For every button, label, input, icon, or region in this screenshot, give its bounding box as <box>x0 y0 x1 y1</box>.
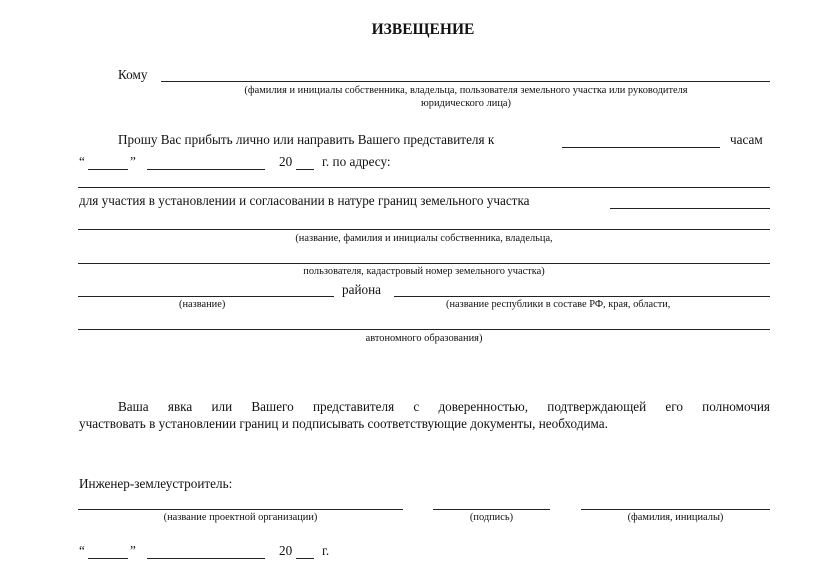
hours-label: часам <box>730 132 763 147</box>
region-hint-1: (название республики в составе РФ, края, области, <box>446 299 671 310</box>
name-hint: (фамилия, инициалы) <box>627 512 724 523</box>
district-hint: (название) <box>179 299 226 310</box>
owner-hint-2: пользователя, кадастровый номер земельного участка) <box>303 266 545 277</box>
address-field-line[interactable] <box>78 187 770 188</box>
end-year-field-line[interactable] <box>296 558 314 559</box>
end-year-prefix: 20 <box>279 543 293 558</box>
end-day-field-line[interactable] <box>88 558 128 559</box>
to-label: Кому <box>118 67 148 82</box>
district-label: района <box>342 282 382 297</box>
plot-field-line-2[interactable] <box>78 229 770 230</box>
end-date-close-quote: ” <box>130 543 136 558</box>
document-title: ИЗВЕЩЕНИЕ <box>371 21 475 38</box>
year-field-line[interactable] <box>296 169 314 170</box>
region-field-line-2[interactable] <box>78 329 770 330</box>
request-text: Прошу Вас прибыть лично или направить Вашего представителя к <box>118 132 495 147</box>
end-month-field-line[interactable] <box>147 558 265 559</box>
time-field-line[interactable] <box>562 147 720 148</box>
engineer-label: Инженер-землеустроитель: <box>79 476 233 491</box>
district-field-line[interactable] <box>78 296 334 297</box>
signature-field-line[interactable] <box>433 509 550 510</box>
to-hint-2: юридического лица) <box>421 98 511 109</box>
to-field-line[interactable] <box>161 81 770 82</box>
end-date-open-quote: “ <box>79 543 85 558</box>
month-field-line[interactable] <box>147 169 265 170</box>
end-year-suffix: г. <box>322 543 330 558</box>
year-prefix: 20 <box>279 154 293 169</box>
signature-hint: (подпись) <box>469 512 514 523</box>
region-field-line[interactable] <box>394 296 770 297</box>
owner-field-line[interactable] <box>78 263 770 264</box>
name-field-line[interactable] <box>581 509 770 510</box>
address-label: г. по адресу: <box>322 154 391 169</box>
plot-field-line[interactable] <box>610 208 770 209</box>
notice-line-2: участвовать в установлении границ и подписывать соответствующие документы, необходима. <box>79 416 608 431</box>
region-hint-2: автономного образования) <box>365 333 483 344</box>
to-hint-1: (фамилия и инициалы собственника, владельца, пользователя земельного участка или руководителя <box>244 85 688 96</box>
notice-line-1: Ваша явка или Вашего представителя с доверенностью, подтверждающей его полномочия <box>118 399 770 414</box>
day-field-line[interactable] <box>88 169 128 170</box>
org-field-line[interactable] <box>78 509 403 510</box>
owner-hint-1: (название, фамилия и инициалы собственника, владельца, <box>295 233 553 244</box>
org-hint: (название проектной организации) <box>163 512 318 523</box>
purpose-text: для участия в установлении и согласовании в натуре границ земельного участка <box>79 193 530 208</box>
date-close-quote: ” <box>130 154 136 169</box>
date-open-quote: “ <box>79 154 85 169</box>
